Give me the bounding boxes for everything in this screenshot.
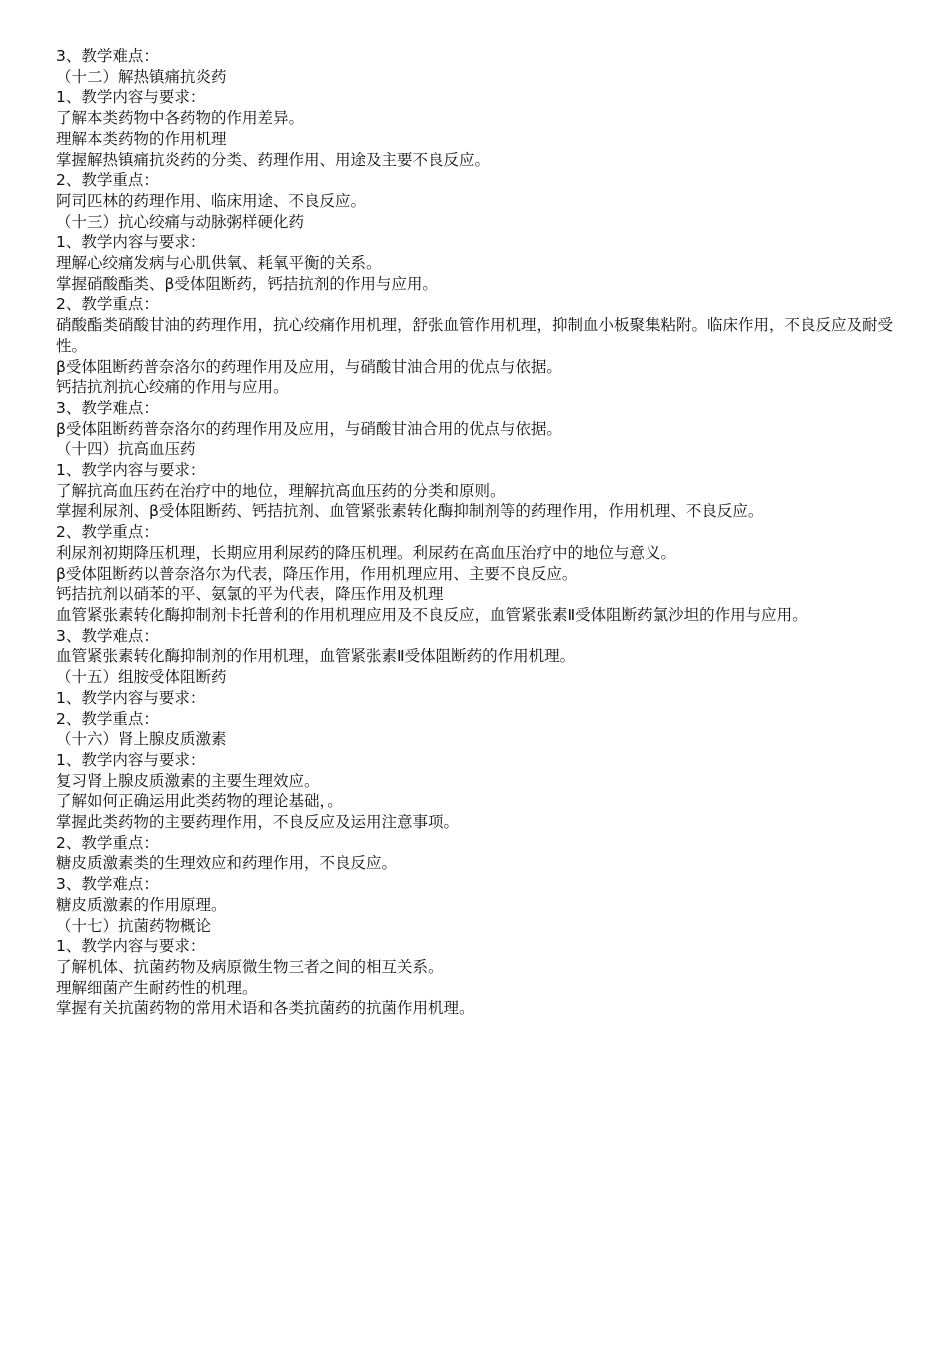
text-line: 1、教学内容与要求： [56, 461, 206, 480]
text-line: 2、教学重点： [56, 523, 159, 542]
text-line: 1、教学内容与要求： [56, 688, 206, 707]
text-line: 2、教学重点： [56, 833, 159, 852]
text-line: 血管紧张素转化酶抑制剂卡托普利的作用机理应用及不良反应，血管紧张素Ⅱ受体阻断药氯沙坦的作用与应用。 [56, 605, 808, 624]
text-line: 1、教学内容与要求： [56, 88, 206, 107]
text-line: 硝酸酯类硝酸甘油的药理作用，抗心绞痛作用机理，舒张血管作用机理，抑制血小板聚集粘附。临床作用，不良反应及耐受性。 [56, 316, 894, 355]
text-line: 3、教学难点： [56, 875, 159, 894]
text-line: 3、教学难点： [56, 47, 159, 65]
text-line: 理解心绞痛发病与心肌供氧、耗氧平衡的关系。 [56, 254, 382, 273]
document-page [56, 46, 914, 1019]
text-line: 糖皮质激素类的生理效应和药理作用，不良反应。 [56, 854, 398, 873]
text-line: 掌握有关抗菌药物的常用术语和各类抗菌药的抗菌作用机理。 [56, 999, 475, 1018]
text-line: 复习肾上腺皮质激素的主要生理效应。 [56, 771, 320, 790]
text-line: 3、教学难点： [56, 398, 159, 417]
text-line: 了解抗高血压药在治疗中的地位，理解抗高血压药的分类和原则。 [56, 481, 506, 500]
section-heading: （十六）肾上腺皮质激素 [56, 730, 227, 749]
text-line: 3、教学难点： [56, 626, 159, 645]
section-heading: （十三）抗心绞痛与动脉粥样硬化药 [56, 212, 305, 231]
text-line: 2、教学重点： [56, 171, 159, 190]
text-line: 1、教学内容与要求： [56, 937, 206, 956]
text-line: β受体阻断药以普奈洛尔为代表，降压作用，作用机理应用、主要不良反应。 [56, 564, 578, 583]
text-line: 了解如何正确运用此类药物的理论基础，。 [56, 792, 343, 811]
text-line: 掌握解热镇痛抗炎药的分类、药理作用、用途及主要不良反应。 [56, 150, 491, 169]
section-heading: （十二）解热镇痛抗炎药 [56, 67, 227, 86]
text-line: 了解机体、抗菌药物及病原微生物三者之间的相互关系。 [56, 957, 444, 976]
text-line: 理解细菌产生耐药性的机理。 [56, 978, 258, 997]
text-line: 阿司匹林的药理作用、临床用途、不良反应。 [56, 191, 367, 210]
text-line: β受体阻断药普奈洛尔的药理作用及应用，与硝酸甘油合用的优点与依据。 [56, 357, 562, 376]
text-line: 利尿剂初期降压机理，长期应用利尿药的降压机理。利尿药在高血压治疗中的地位与意义。 [56, 543, 677, 562]
text-line: 2、教学重点： [56, 295, 159, 314]
section-heading: （十四）抗高血压药 [56, 440, 196, 459]
text-line: 钙拮抗剂抗心绞痛的作用与应用。 [56, 378, 289, 397]
text-line: 掌握此类药物的主要药理作用，不良反应及运用注意事项。 [56, 813, 460, 832]
text-line: 1、教学内容与要求： [56, 233, 206, 252]
section-heading: （十七）抗菌药物概论 [56, 916, 212, 935]
text-line: 1、教学内容与要求： [56, 750, 206, 769]
text-line: β受体阻断药普奈洛尔的药理作用及应用，与硝酸甘油合用的优点与依据。 [56, 419, 562, 438]
text-line: 糖皮质激素的作用原理。 [56, 895, 227, 914]
text-line: 血管紧张素转化酶抑制剂的作用机理，血管紧张素Ⅱ受体阻断药的作用机理。 [56, 647, 576, 666]
section-heading: （十五）组胺受体阻断药 [56, 668, 227, 687]
text-line: 了解本类药物中各药物的作用差异。 [56, 109, 305, 128]
text-line: 理解本类药物的作用机理 [56, 129, 227, 148]
text-line: 钙拮抗剂以硝苯的平、氨氯的平为代表，降压作用及机理 [56, 585, 444, 604]
text-line: 掌握硝酸酯类、β受体阻断药，钙拮抗剂的作用与应用。 [56, 274, 438, 293]
text-line: 掌握利尿剂、β受体阻断药、钙拮抗剂、血管紧张素转化酶抑制剂等的药理作用，作用机理、不良反应。 [56, 502, 764, 521]
text-line: 2、教学重点： [56, 709, 159, 728]
